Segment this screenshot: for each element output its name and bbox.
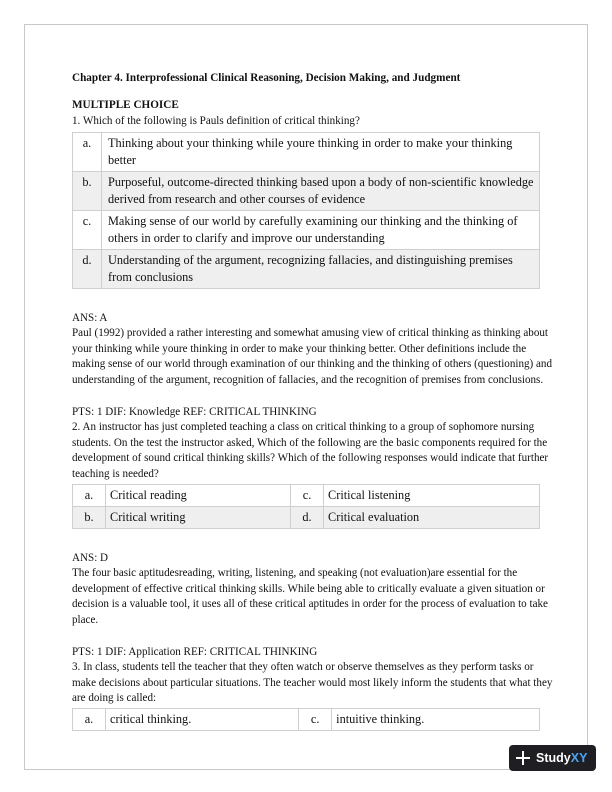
option-text: Purposeful, outcome-directed thinking based upon a body of non-scientific knowledge derived from research and other courses of evidence xyxy=(102,171,540,210)
option-letter: b. xyxy=(73,171,102,210)
option-text: Critical reading xyxy=(106,484,291,506)
option-letter: a. xyxy=(73,132,102,171)
option-row xyxy=(73,506,540,528)
option-row xyxy=(73,708,540,730)
option-letter: c. xyxy=(73,210,102,249)
option-text: Understanding of the argument, recognizing fallacies, and distinguishing premises from conclusions xyxy=(102,249,540,288)
option-letter: a. xyxy=(73,484,106,506)
document-content xyxy=(72,71,560,731)
option-letter: a. xyxy=(73,708,106,730)
option-row xyxy=(73,484,540,506)
option-row xyxy=(73,132,540,171)
question-1-answer: ANS: A xyxy=(72,311,108,324)
question-2-answer: ANS: D xyxy=(72,551,109,564)
question-1-meta: PTS: 1 DIF: Knowledge REF: CRITICAL THINKING xyxy=(72,405,317,418)
option-row xyxy=(73,210,540,249)
brand-main-text: Study xyxy=(536,751,571,765)
option-text: Thinking about your thinking while youre thinking in order to make your thinking better xyxy=(102,132,540,171)
document-page xyxy=(24,24,588,770)
option-text: Critical evaluation xyxy=(324,506,540,528)
brand-accent-text: XY xyxy=(570,751,588,765)
option-text: Critical listening xyxy=(324,484,540,506)
question-1-rationale: Paul (1992) provided a rather interesting and somewhat amusing view of critical thinking as thinking about your thinking while youre thinking in order to make your thinking better. Other definitions include the making sense of our world through examination of our thinking and the thinking of others (questioning) and understanding of the argument, recognition of fallacies, and the recognition of premises from conclusions. xyxy=(72,327,553,386)
option-letter: d. xyxy=(73,249,102,288)
question-2-text: 2. An instructor has just completed teaching a class on critical thinking to a group of sophomore nursing students. On the test the instructor asked, Which of the following are the basic components required for the development of sound critical thinking skills? Which of the following responses would indicate that further teaching is needed? xyxy=(72,421,549,480)
option-row xyxy=(73,171,540,210)
plus-icon xyxy=(516,751,530,765)
option-letter: c. xyxy=(299,708,332,730)
option-text: Critical writing xyxy=(106,506,291,528)
studyxy-badge[interactable] xyxy=(509,745,596,771)
section-heading: MULTIPLE CHOICE xyxy=(72,99,179,111)
option-letter: d. xyxy=(291,506,324,528)
question-1-options xyxy=(72,132,540,289)
question-3-text: 3. In class, students tell the teacher that they often watch or observe themselves as they perform tasks or make decisions about particular situations. The teacher would most likely inform the students that what they are doing is called: xyxy=(72,661,553,705)
option-letter: b. xyxy=(73,506,106,528)
question-2-rationale: The four basic aptitudesreading, writing, listening, and speaking (not evaluation)are essential for the development of effective critical thinking skills. While being able to critically evaluate a given situation or decision is a valuable tool, it uses all of these critical aptitudes in order for the process of evaluation to take place. xyxy=(72,567,548,626)
option-text: critical thinking. xyxy=(106,708,299,730)
question-1-text: 1. Which of the following is Pauls definition of critical thinking? xyxy=(72,115,360,127)
option-letter: c. xyxy=(291,484,324,506)
option-text: intuitive thinking. xyxy=(332,708,540,730)
question-3-options xyxy=(72,708,540,731)
option-row xyxy=(73,249,540,288)
option-text: Making sense of our world by carefully examining our thinking and the thinking of others in order to clarify and improve our understanding xyxy=(102,210,540,249)
question-2-options xyxy=(72,484,540,529)
chapter-title: Chapter 4. Interprofessional Clinical Reasoning, Decision Making, and Judgment xyxy=(72,72,461,84)
question-2-meta: PTS: 1 DIF: Application REF: CRITICAL THINKING xyxy=(72,645,318,658)
